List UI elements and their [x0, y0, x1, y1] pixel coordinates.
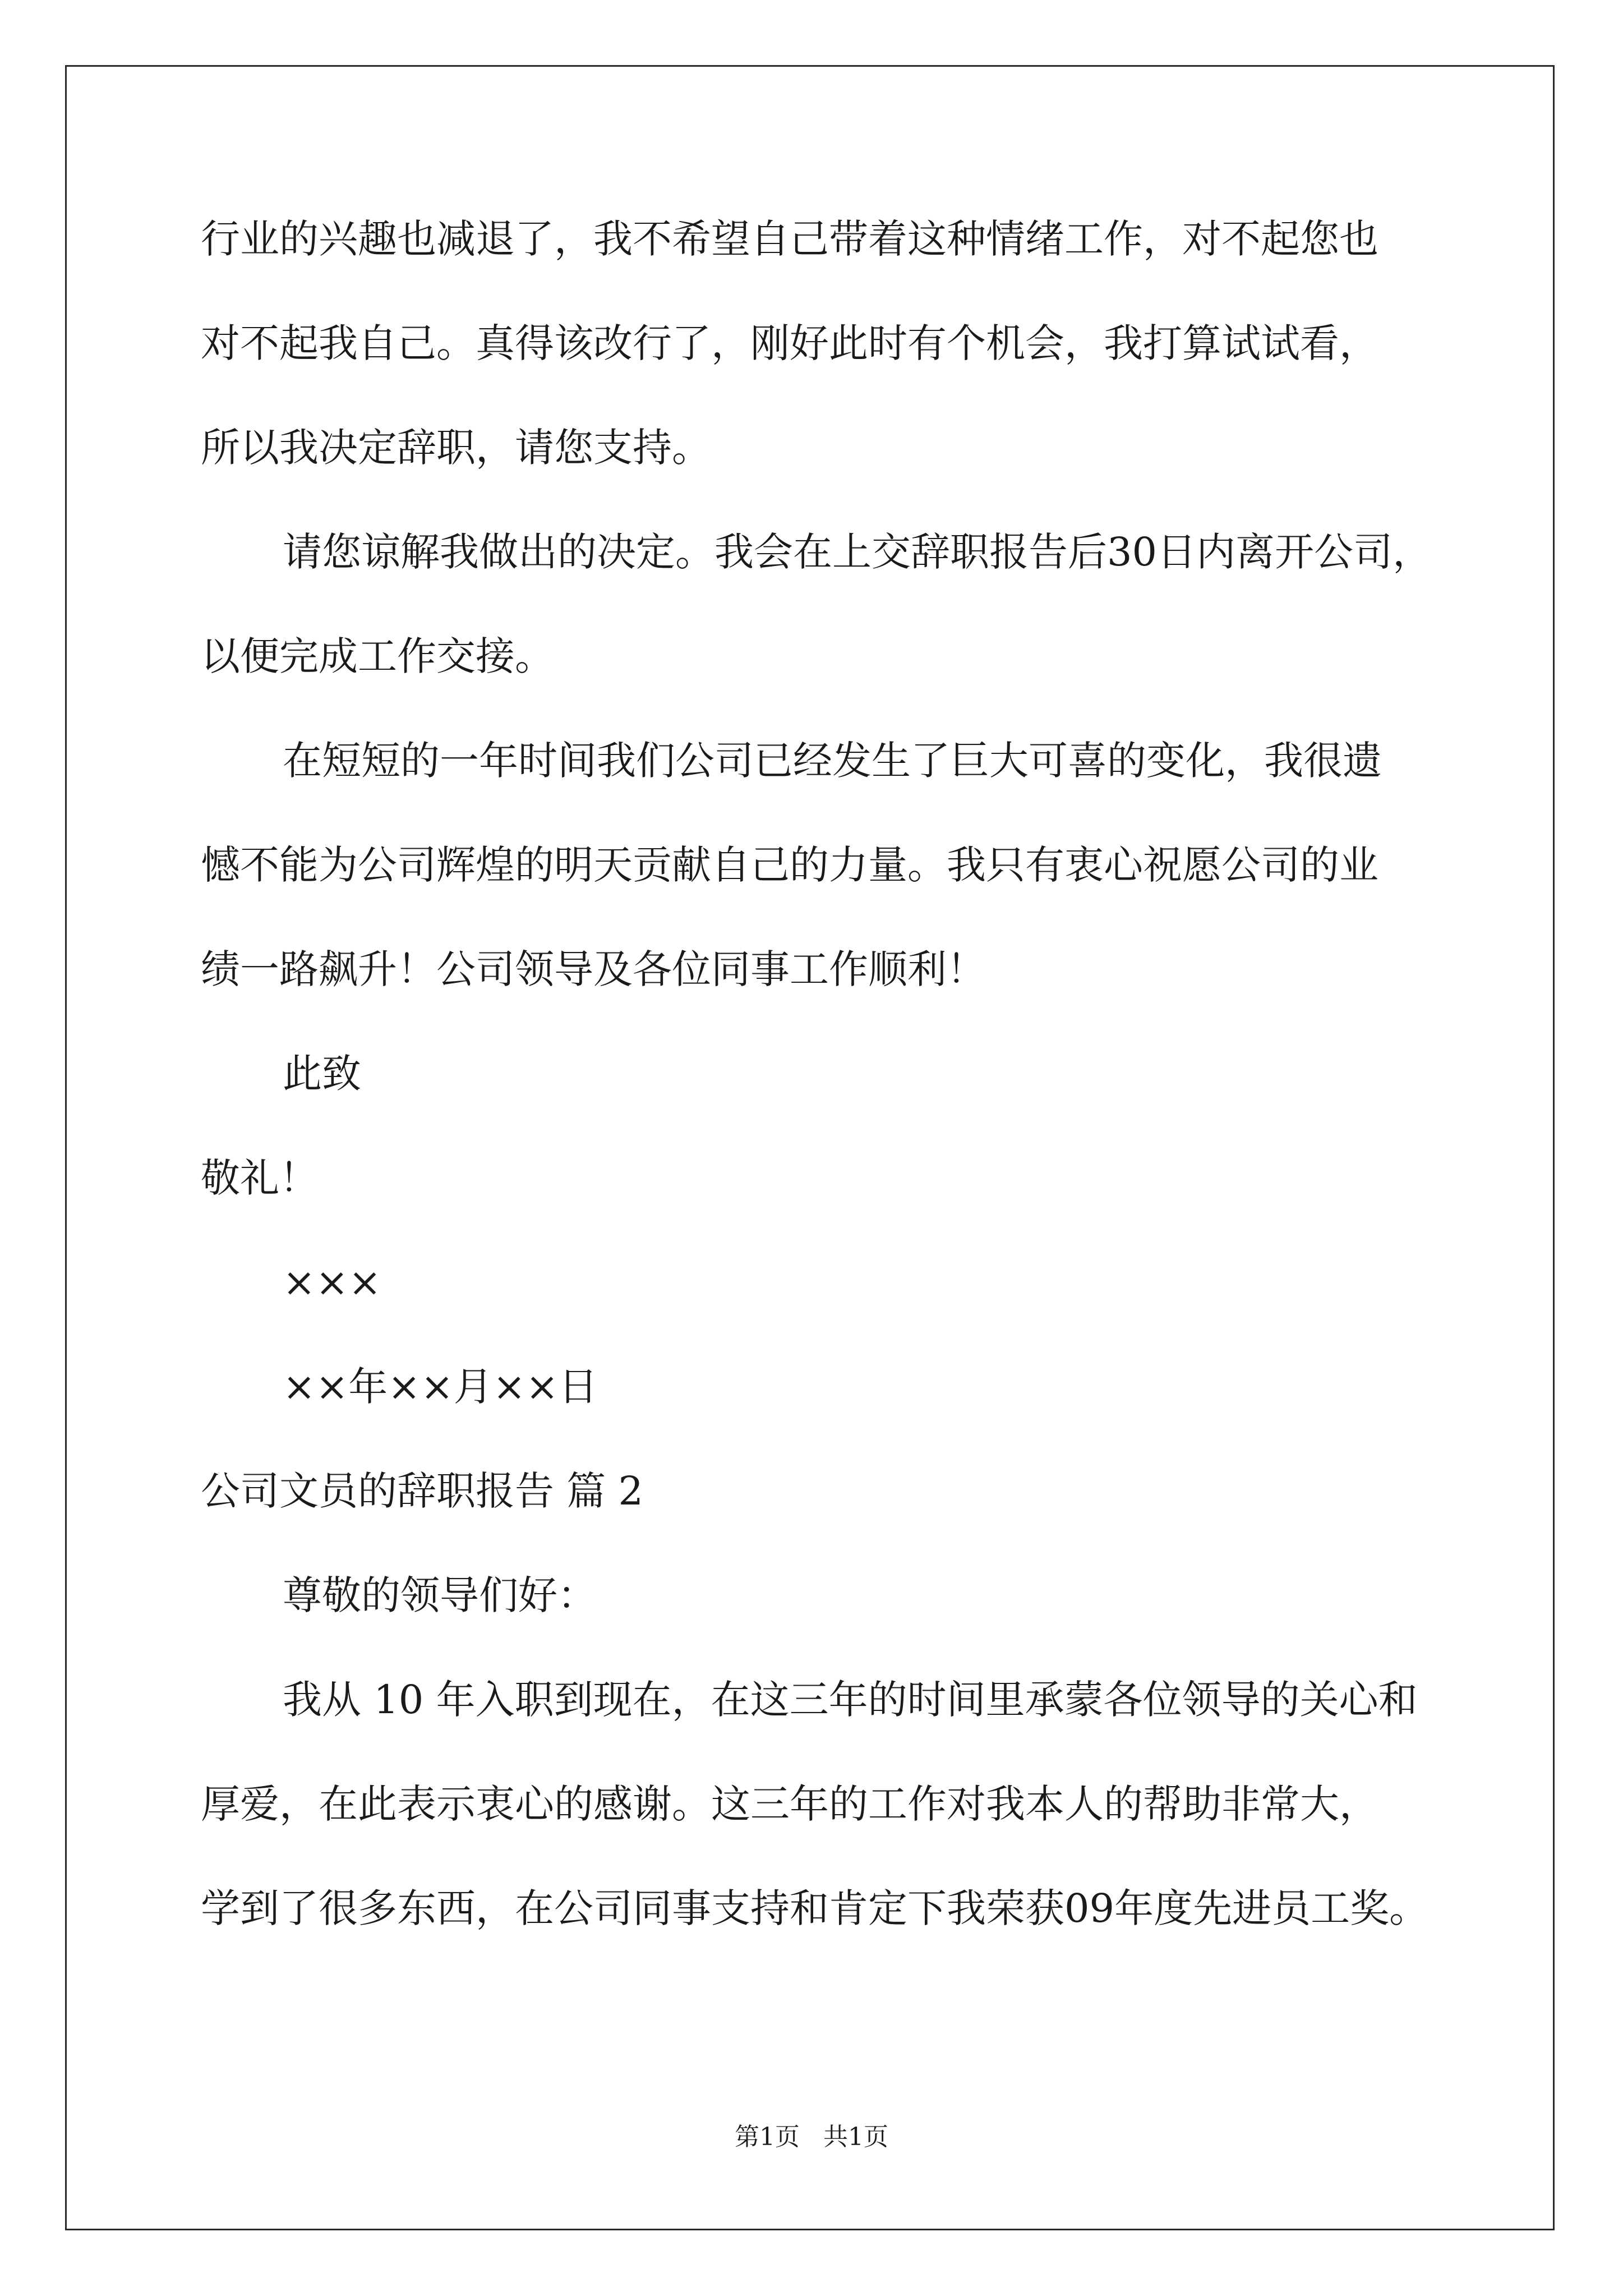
- text-line: 行业的兴趣也减退了，我不希望自己带着这种情绪工作，对不起您也: [201, 216, 1378, 262]
- closing-salutation: 此致: [283, 1051, 361, 1097]
- closing-regards: 敬礼！: [201, 1155, 319, 1201]
- greeting-line: 尊敬的领导们好：: [283, 1572, 597, 1618]
- text-line: 对不起我自己。真得该改行了，刚好此时有个机会，我打算试试看，: [201, 320, 1378, 366]
- paragraph-start-line: 我从 10 年入职到现在，在这三年的时间里承蒙各位领导的关心和: [283, 1677, 1418, 1723]
- signature-date: ××年××月××日: [283, 1364, 598, 1410]
- text-line: 所以我决定辞职，请您支持。: [201, 425, 711, 471]
- text-line: 憾不能为公司辉煌的明天贡献自己的力量。我只有衷心祝愿公司的业: [201, 842, 1378, 888]
- text-line: 厚爱，在此表示衷心的感谢。这三年的工作对我本人的帮助非常大，: [201, 1781, 1378, 1827]
- text-line: 绩一路飙升！公司领导及各位同事工作顺利！: [201, 946, 986, 992]
- page-footer: 第1页 共1页: [735, 2123, 888, 2151]
- text-line: 以便完成工作交接。: [201, 633, 554, 679]
- paragraph-start-line: 请您谅解我做出的决定。我会在上交辞职报告后30日内离开公司，: [283, 529, 1432, 575]
- paragraph-start-line: 在短短的一年时间我们公司已经发生了巨大可喜的变化，我很遗: [283, 738, 1382, 784]
- text-line: 学到了很多东西，在公司同事支持和肯定下我荣获09年度先进员工奖。: [201, 1885, 1429, 1931]
- signature-name: ×××: [283, 1259, 381, 1305]
- section-heading: 公司文员的辞职报告 篇 2: [201, 1468, 644, 1514]
